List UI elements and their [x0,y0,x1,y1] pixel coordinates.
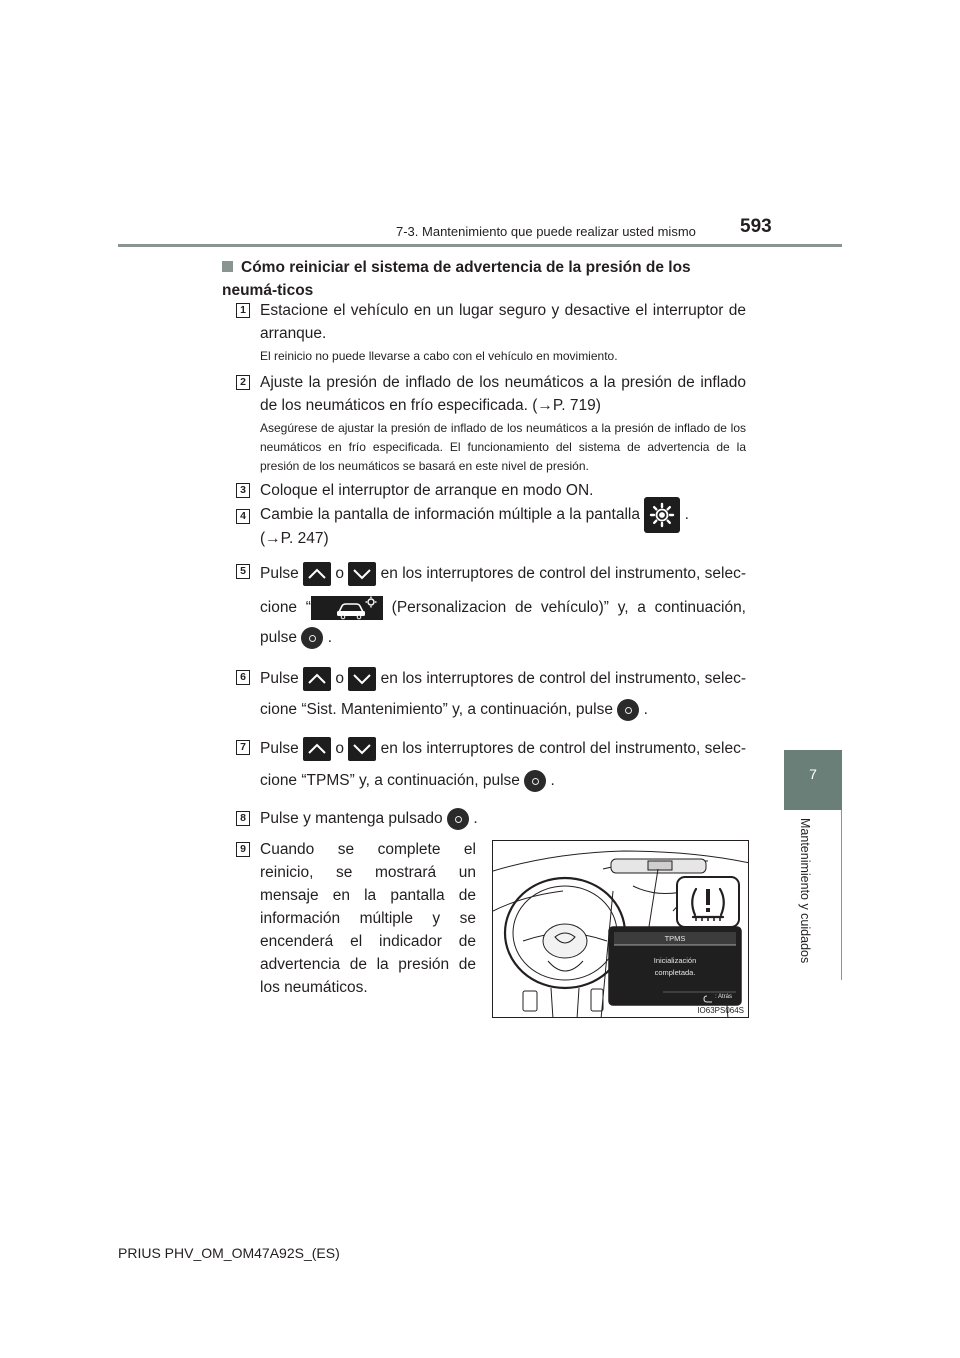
tpms-message-line-1: Inicialización [653,956,697,965]
step-5-dot: . [327,629,332,646]
step-5-line-1 [260,558,746,589]
header-rule [118,244,842,247]
step-number-4: 4 [236,509,250,524]
chapter-tab: 7 [784,750,842,810]
heading-bullet-icon [222,261,233,272]
step-number-7: 7 [236,740,250,755]
tpms-screen-title: TPMS [664,934,686,943]
step-8-text: Pulse y mantenga pulsado [260,810,443,827]
up-arrow-icon [303,562,331,586]
step-1-text: Estacione el vehículo en un lugar seguro y desactive el interruptor de arranque. [260,302,746,342]
step-6-rest: en los interruptores de control del instrumento, selec- [380,670,746,687]
down-arrow-icon [348,562,376,586]
section-heading-text: Cómo reiniciar el sistema de advertencia de la presión de los neumá-ticos [222,259,691,299]
step-5-or: o [335,565,345,582]
up-arrow-icon [303,737,331,761]
step-6-pulse: Pulse [260,670,299,687]
dashboard-drawing [493,841,749,1018]
step-7-dot: . [550,772,555,789]
document-footer: PRIUS PHV_OM_OM47A92S_(ES) [118,1245,340,1261]
step-number-2: 2 [236,375,250,390]
step-7-or: o [335,740,345,757]
step-number-6: 6 [236,670,250,685]
ok-button-icon [447,808,469,830]
step-8-line [260,806,746,832]
step-6-line-2 [260,697,746,723]
step-7-line-1 [260,733,746,764]
step-6-dot: . [643,701,648,718]
step-4-text-b: . [684,506,689,524]
ok-button-icon [301,627,323,649]
step-number-5: 5 [236,564,250,579]
ok-button-icon [524,770,546,792]
down-arrow-icon [348,737,376,761]
step-9-text: Cuando se complete el reinicio, se mostrará un mensaje en la pantalla de información múltiple y se encenderá el indicador de advertencia de la presión de los neumáticos. [260,841,476,996]
step-7-line-2 [260,768,746,794]
step-6-line-1 [260,663,746,694]
step-7-rest: en los interruptores de control del instrumento, selec- [380,740,746,757]
step-7-pulse: Pulse [260,740,299,757]
step-5-cione-a: cione “ [260,599,311,616]
step-number-8: 8 [236,811,250,826]
step-2-note: Asegúrese de ajustar la presión de inflado de los neumáticos a la presión de inflado de los neumáticos en frío especificada. El funcionamiento del sistema de advertencia de la presión de los neumáticos se basará en este nivel de presión. [260,421,746,473]
step-3-text: Coloque el interruptor de arranque en modo ON. [260,482,594,499]
side-rule [841,810,842,980]
step-4-ref: (→P. 247) [260,530,329,547]
step-6-line-2-text: cione “Sist. Mantenimiento” y, a continuación, pulse [260,701,613,718]
dashboard-illustration [492,840,749,1018]
step-8-dot: . [473,810,478,827]
step-5-cione-b: (Personalizacion de vehículo)” y, a continuación, [391,599,746,616]
step-number-1: 1 [236,303,250,318]
header-title: 7-3. Mantenimiento que puede realizar usted mismo [396,224,696,239]
step-1-note: El reinicio no puede llevarse a cabo con el vehículo en movimiento. [260,349,618,363]
step-number-9: 9 [236,842,250,857]
tpms-message-line-2: completada. [654,968,696,977]
step-5-line-2 [260,592,746,623]
vehicle-customize-icon [311,596,383,620]
page-number: 593 [740,216,772,237]
step-5-rest: en los interruptores de control del instrumento, selec- [380,565,746,582]
ok-button-icon [617,699,639,721]
step-6-or: o [335,670,345,687]
tpms-back-label: : Atrás [715,994,733,1000]
section-heading [222,256,750,302]
tpms-message [614,955,736,979]
step-number-3: 3 [236,483,250,498]
step-5-pulse-2: pulse [260,629,298,646]
figure-code: IO63PS064S [697,1006,744,1015]
chapter-label: Mantenimiento y cuidados [798,818,812,964]
step-5-line-3 [260,625,746,651]
step-5-pulse: Pulse [260,565,299,582]
down-arrow-icon [348,667,376,691]
up-arrow-icon [303,667,331,691]
step-7-line-2-text: cione “TPMS” y, a continuación, pulse [260,772,520,789]
step-2-text: Ajuste la presión de inflado de los neumáticos a la presión de inflado de los neumáticos en frío especificada. (→P. 719) [260,374,746,414]
step-4-text-a: Cambie la pantalla de información múltiple a la pantalla [260,506,640,524]
